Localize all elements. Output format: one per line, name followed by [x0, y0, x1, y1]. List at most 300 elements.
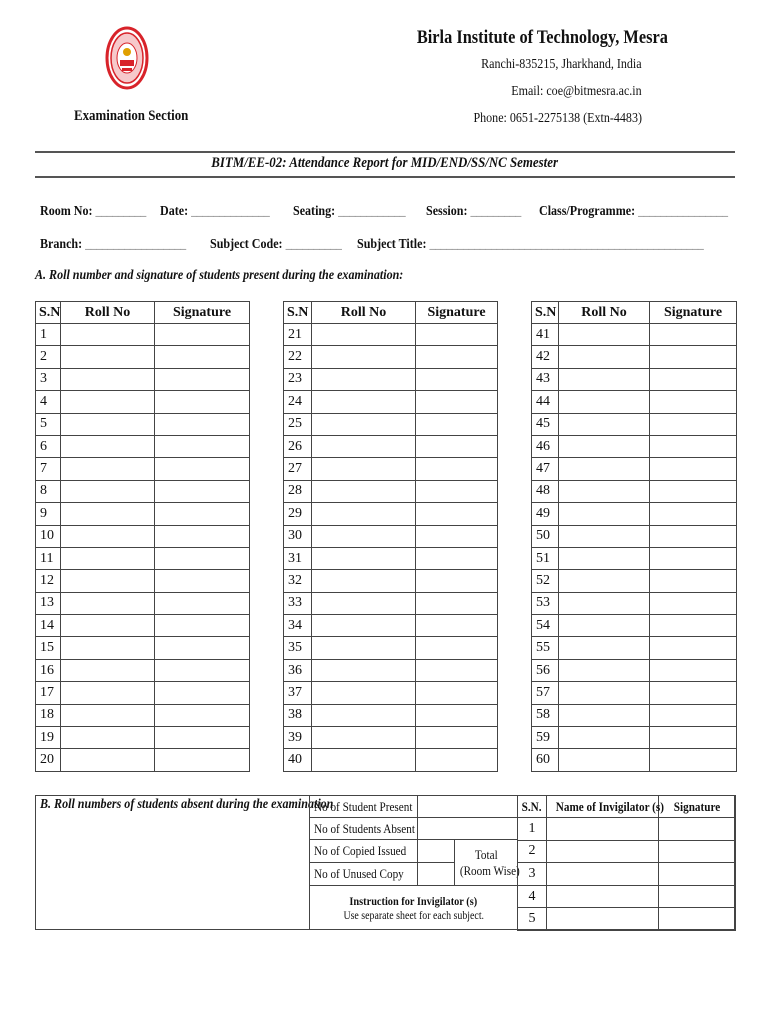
signature-cell[interactable] — [416, 458, 498, 480]
signature-cell[interactable] — [650, 324, 737, 346]
table-row — [36, 749, 250, 771]
roll-no-cell[interactable] — [61, 592, 155, 614]
signature-cell[interactable] — [155, 480, 250, 502]
roll-no-cell[interactable] — [312, 525, 416, 547]
roll-no-cell[interactable] — [61, 391, 155, 413]
table-row — [36, 704, 250, 726]
table-row — [532, 637, 737, 659]
table-row — [36, 458, 250, 480]
serial-number: 52 — [532, 570, 559, 592]
column-header-signature: Signature — [416, 302, 498, 324]
invigilator-row — [518, 840, 736, 863]
roll-no-cell[interactable] — [312, 727, 416, 749]
table-row — [36, 682, 250, 704]
roll-no-cell[interactable] — [559, 458, 650, 480]
roll-no-cell[interactable] — [312, 458, 416, 480]
roll-no-cell[interactable] — [312, 368, 416, 390]
signature-cell[interactable] — [416, 637, 498, 659]
invigilator-row — [518, 885, 736, 908]
roll-no-cell[interactable] — [312, 435, 416, 457]
roll-no-cell[interactable] — [312, 637, 416, 659]
serial-number: 13 — [36, 592, 61, 614]
invigilator-header-sn: S.N. — [518, 796, 547, 818]
roll-no-cell[interactable] — [61, 368, 155, 390]
table-row — [532, 682, 737, 704]
serial-number: 47 — [532, 458, 559, 480]
section-a-title: A. Roll number and signature of students present during the examination: — [35, 268, 404, 283]
signature-cell[interactable] — [416, 682, 498, 704]
signature-cell[interactable] — [155, 435, 250, 457]
signature-cell[interactable] — [155, 525, 250, 547]
serial-number: 45 — [532, 413, 559, 435]
table-row — [284, 749, 498, 771]
signature-cell[interactable] — [155, 368, 250, 390]
seating-field[interactable]: Seating: ____________ — [293, 204, 406, 219]
table-row — [532, 413, 737, 435]
serial-number: 28 — [284, 480, 312, 502]
roll-no-cell[interactable] — [61, 727, 155, 749]
document-title: BITM/EE-02: Attendance Report for MID/END/SS/NC Semester — [211, 155, 559, 171]
roll-no-cell[interactable] — [61, 480, 155, 502]
students-absent-label: No of Students Absent — [310, 818, 418, 840]
serial-number: 4 — [36, 391, 61, 413]
serial-number: 34 — [284, 615, 312, 637]
signature-cell[interactable] — [416, 615, 498, 637]
signature-cell[interactable] — [650, 659, 737, 681]
table-row — [36, 659, 250, 681]
copied-issued-label: No of Copied Issued — [310, 840, 418, 863]
column-header-roll-no: Roll No — [559, 302, 650, 324]
table-row — [284, 346, 498, 368]
table-row — [36, 413, 250, 435]
table-row — [36, 324, 250, 346]
signature-cell[interactable] — [155, 458, 250, 480]
roll-no-cell[interactable] — [61, 503, 155, 525]
serial-number: 5 — [36, 413, 61, 435]
roll-no-cell[interactable] — [559, 682, 650, 704]
table-row — [284, 592, 498, 614]
roll-no-cell[interactable] — [312, 480, 416, 502]
table-row — [532, 659, 737, 681]
table-row — [532, 480, 737, 502]
table-row — [284, 704, 498, 726]
serial-number: 18 — [36, 704, 61, 726]
copied-issued-value[interactable] — [418, 840, 455, 863]
signature-cell[interactable] — [650, 368, 737, 390]
table-row — [36, 637, 250, 659]
invigilator-signature-cell[interactable] — [659, 818, 736, 841]
invigilator-row — [518, 863, 736, 886]
roll-no-cell[interactable] — [559, 346, 650, 368]
signature-cell[interactable] — [416, 435, 498, 457]
signature-cell[interactable] — [416, 570, 498, 592]
invigilator-serial: 4 — [518, 885, 547, 908]
serial-number: 27 — [284, 458, 312, 480]
signature-cell[interactable] — [416, 659, 498, 681]
serial-number: 55 — [532, 637, 559, 659]
serial-number: 56 — [532, 659, 559, 681]
signature-cell[interactable] — [416, 704, 498, 726]
roll-no-cell[interactable] — [312, 682, 416, 704]
table-row — [36, 547, 250, 569]
signature-cell[interactable] — [155, 615, 250, 637]
signature-cell[interactable] — [650, 704, 737, 726]
total-room-wise-cell[interactable] — [455, 840, 518, 886]
signature-cell[interactable] — [155, 346, 250, 368]
roll-no-cell[interactable] — [61, 547, 155, 569]
serial-number: 9 — [36, 503, 61, 525]
serial-number: 44 — [532, 391, 559, 413]
signature-cell[interactable] — [650, 547, 737, 569]
roll-no-cell[interactable] — [312, 704, 416, 726]
invigilator-row — [518, 908, 736, 931]
serial-number: 6 — [36, 435, 61, 457]
invigilator-name-cell[interactable] — [547, 908, 659, 931]
table-row — [532, 525, 737, 547]
signature-cell[interactable] — [155, 637, 250, 659]
invigilator-serial: 3 — [518, 863, 547, 886]
signature-cell[interactable] — [416, 480, 498, 502]
roll-no-cell[interactable] — [559, 637, 650, 659]
table-row — [532, 727, 737, 749]
institute-address: Ranchi-835215, Jharkhand, India — [481, 57, 642, 72]
session-field[interactable]: Session: _________ — [426, 204, 521, 219]
serial-number: 53 — [532, 592, 559, 614]
signature-cell[interactable] — [155, 749, 250, 771]
roll-no-cell[interactable] — [559, 480, 650, 502]
roll-no-cell[interactable] — [61, 413, 155, 435]
signature-cell[interactable] — [650, 391, 737, 413]
institute-phone: Phone: 0651-2275138 (Extn-4483) — [473, 111, 642, 126]
signature-cell[interactable] — [650, 682, 737, 704]
table-row — [284, 682, 498, 704]
signature-cell[interactable] — [650, 570, 737, 592]
attendance-table-3 — [531, 301, 737, 772]
serial-number: 25 — [284, 413, 312, 435]
signature-cell[interactable] — [155, 413, 250, 435]
signature-cell[interactable] — [416, 391, 498, 413]
serial-number: 21 — [284, 324, 312, 346]
serial-number: 29 — [284, 503, 312, 525]
institute-seal-logo — [105, 26, 149, 90]
roll-no-cell[interactable] — [312, 413, 416, 435]
roll-no-cell[interactable] — [559, 391, 650, 413]
invigilator-serial: 1 — [518, 818, 547, 841]
title-bottom-rule — [35, 176, 735, 178]
signature-cell[interactable] — [650, 749, 737, 771]
roll-no-cell[interactable] — [61, 346, 155, 368]
table-row — [284, 547, 498, 569]
signature-cell[interactable] — [155, 570, 250, 592]
invigilator-serial: 5 — [518, 908, 547, 931]
table-row — [284, 435, 498, 457]
signature-cell[interactable] — [155, 503, 250, 525]
signature-cell[interactable] — [416, 413, 498, 435]
signature-cell[interactable] — [155, 659, 250, 681]
signature-cell[interactable] — [650, 435, 737, 457]
serial-number: 12 — [36, 570, 61, 592]
roll-no-cell[interactable] — [61, 659, 155, 681]
table-row — [284, 458, 498, 480]
serial-number: 51 — [532, 547, 559, 569]
roll-no-cell[interactable] — [559, 659, 650, 681]
column-header-roll-no: Roll No — [312, 302, 416, 324]
signature-cell[interactable] — [650, 637, 737, 659]
serial-number: 24 — [284, 391, 312, 413]
invigilator-signature-cell[interactable] — [659, 908, 736, 931]
signature-cell[interactable] — [416, 503, 498, 525]
table-row — [284, 503, 498, 525]
signature-cell[interactable] — [416, 346, 498, 368]
serial-number: 37 — [284, 682, 312, 704]
signature-cell[interactable] — [416, 324, 498, 346]
invigilator-signature-cell[interactable] — [659, 863, 736, 886]
table-row — [284, 413, 498, 435]
invigilator-row — [518, 818, 736, 841]
serial-number: 11 — [36, 547, 61, 569]
total-label: Total — [474, 846, 498, 862]
serial-number: 57 — [532, 682, 559, 704]
signature-cell[interactable] — [650, 525, 737, 547]
table-row — [532, 435, 737, 457]
title-top-rule — [35, 151, 735, 153]
table-row — [532, 749, 737, 771]
roll-no-cell[interactable] — [559, 547, 650, 569]
invigilator-name-cell[interactable] — [547, 863, 659, 886]
roll-no-cell[interactable] — [61, 637, 155, 659]
institute-email: Email: coe@bitmesra.ac.in — [511, 84, 642, 99]
unused-copy-value[interactable] — [418, 863, 455, 886]
roll-no-cell[interactable] — [61, 525, 155, 547]
roll-no-cell[interactable] — [61, 458, 155, 480]
student-present-label: No of Student Present — [310, 796, 418, 818]
signature-cell[interactable] — [416, 547, 498, 569]
serial-number: 60 — [532, 749, 559, 771]
table-row — [284, 368, 498, 390]
signature-cell[interactable] — [650, 458, 737, 480]
table-row — [284, 615, 498, 637]
serial-number: 17 — [36, 682, 61, 704]
roll-no-cell[interactable] — [61, 615, 155, 637]
attendance-table-2 — [283, 301, 498, 772]
serial-number: 10 — [36, 525, 61, 547]
signature-cell[interactable] — [155, 704, 250, 726]
roll-no-cell[interactable] — [312, 547, 416, 569]
serial-number: 54 — [532, 615, 559, 637]
serial-number: 50 — [532, 525, 559, 547]
table-row — [284, 637, 498, 659]
roll-no-cell[interactable] — [61, 435, 155, 457]
roll-no-cell[interactable] — [559, 570, 650, 592]
serial-number: 39 — [284, 727, 312, 749]
signature-cell[interactable] — [155, 727, 250, 749]
roll-no-cell[interactable] — [61, 682, 155, 704]
serial-number: 32 — [284, 570, 312, 592]
signature-cell[interactable] — [650, 592, 737, 614]
serial-number: 38 — [284, 704, 312, 726]
signature-cell[interactable] — [155, 547, 250, 569]
serial-number: 8 — [36, 480, 61, 502]
serial-number: 2 — [36, 346, 61, 368]
roll-no-cell[interactable] — [312, 749, 416, 771]
invigilator-header-signature: Signature — [659, 796, 736, 818]
table-row — [532, 368, 737, 390]
section-b-title: B. Roll numbers of students absent during the examination — [40, 797, 334, 812]
roll-no-cell[interactable] — [559, 592, 650, 614]
column-header-sn: S.N — [36, 302, 61, 324]
total-sub-label: (Room Wise) — [459, 862, 520, 878]
table-row — [284, 391, 498, 413]
serial-number: 43 — [532, 368, 559, 390]
attendance-table-1 — [35, 301, 250, 772]
invigilator-name-cell[interactable] — [547, 818, 659, 841]
table-row — [36, 435, 250, 457]
column-header-signature: Signature — [155, 302, 250, 324]
table-row — [532, 592, 737, 614]
table-row — [36, 480, 250, 502]
table-row — [284, 727, 498, 749]
column-header-signature: Signature — [650, 302, 737, 324]
signature-cell[interactable] — [650, 480, 737, 502]
serial-number: 49 — [532, 503, 559, 525]
serial-number: 7 — [36, 458, 61, 480]
signature-cell[interactable] — [416, 749, 498, 771]
roll-no-cell[interactable] — [312, 570, 416, 592]
students-absent-value[interactable] — [418, 818, 518, 840]
roll-no-cell[interactable] — [312, 615, 416, 637]
serial-number: 3 — [36, 368, 61, 390]
serial-number: 14 — [36, 615, 61, 637]
invigilator-name-cell[interactable] — [547, 840, 659, 863]
serial-number: 31 — [284, 547, 312, 569]
roll-no-cell[interactable] — [559, 615, 650, 637]
signature-cell[interactable] — [416, 727, 498, 749]
class-programme-field[interactable]: Class/Programme: ________________ — [539, 204, 728, 219]
table-row — [36, 570, 250, 592]
signature-cell[interactable] — [155, 682, 250, 704]
roll-no-cell[interactable] — [61, 324, 155, 346]
serial-number: 30 — [284, 525, 312, 547]
invigilator-table — [517, 795, 736, 931]
signature-cell[interactable] — [650, 346, 737, 368]
table-row — [36, 503, 250, 525]
roll-no-cell[interactable] — [61, 704, 155, 726]
table-row — [36, 525, 250, 547]
serial-number: 46 — [532, 435, 559, 457]
serial-number: 35 — [284, 637, 312, 659]
signature-cell[interactable] — [650, 503, 737, 525]
serial-number: 42 — [532, 346, 559, 368]
roll-no-cell[interactable] — [559, 525, 650, 547]
subject-code-field[interactable]: Subject Code: __________ — [210, 237, 342, 252]
table-row — [36, 346, 250, 368]
invigilator-serial: 2 — [518, 840, 547, 863]
serial-number: 41 — [532, 324, 559, 346]
roll-no-cell[interactable] — [61, 749, 155, 771]
serial-number: 26 — [284, 435, 312, 457]
roll-no-cell[interactable] — [559, 727, 650, 749]
serial-number: 15 — [36, 637, 61, 659]
signature-cell[interactable] — [416, 592, 498, 614]
roll-no-cell[interactable] — [559, 413, 650, 435]
signature-cell[interactable] — [155, 324, 250, 346]
signature-cell[interactable] — [416, 368, 498, 390]
invigilator-name-cell[interactable] — [547, 885, 659, 908]
invigilator-signature-cell[interactable] — [659, 885, 736, 908]
roll-no-cell[interactable] — [312, 659, 416, 681]
table-row — [284, 480, 498, 502]
serial-number: 33 — [284, 592, 312, 614]
table-row — [36, 727, 250, 749]
table-row — [36, 615, 250, 637]
table-row — [532, 547, 737, 569]
roll-no-cell[interactable] — [312, 324, 416, 346]
signature-cell[interactable] — [155, 391, 250, 413]
column-header-roll-no: Roll No — [61, 302, 155, 324]
counts-table — [309, 795, 518, 886]
table-row — [532, 346, 737, 368]
roll-no-cell[interactable] — [312, 592, 416, 614]
roll-no-cell[interactable] — [559, 368, 650, 390]
serial-number: 19 — [36, 727, 61, 749]
student-present-value[interactable] — [418, 796, 518, 818]
serial-number: 16 — [36, 659, 61, 681]
room-no-field[interactable]: Room No: _________ — [40, 204, 146, 219]
table-row — [532, 704, 737, 726]
branch-field[interactable]: Branch: __________________ — [40, 237, 186, 252]
department-name: Examination Section — [74, 108, 189, 124]
table-row — [36, 592, 250, 614]
date-field[interactable]: Date: ______________ — [160, 204, 270, 219]
roll-no-cell[interactable] — [559, 704, 650, 726]
roll-no-cell[interactable] — [559, 435, 650, 457]
table-row — [532, 570, 737, 592]
signature-cell[interactable] — [155, 592, 250, 614]
subject-title-field[interactable]: Subject Title: _________________________________________________ — [357, 237, 704, 252]
signature-cell[interactable] — [416, 525, 498, 547]
roll-no-cell[interactable] — [559, 324, 650, 346]
table-row — [532, 458, 737, 480]
unused-copy-label: No of Unused Copy — [310, 863, 418, 886]
signature-cell[interactable] — [650, 615, 737, 637]
invigilator-signature-cell[interactable] — [659, 840, 736, 863]
column-header-sn: S.N — [532, 302, 559, 324]
serial-number: 23 — [284, 368, 312, 390]
table-row — [284, 570, 498, 592]
table-row — [532, 324, 737, 346]
column-header-sn: S.N — [284, 302, 312, 324]
table-row — [36, 391, 250, 413]
serial-number: 1 — [36, 324, 61, 346]
serial-number: 20 — [36, 749, 61, 771]
roll-no-cell[interactable] — [61, 570, 155, 592]
table-row — [532, 615, 737, 637]
table-row — [284, 324, 498, 346]
roll-no-cell[interactable] — [559, 749, 650, 771]
signature-cell[interactable] — [650, 727, 737, 749]
table-row — [284, 525, 498, 547]
instruction-text: Use separate sheet for each subject. — [343, 910, 484, 922]
roll-no-cell[interactable] — [312, 391, 416, 413]
roll-no-cell[interactable] — [559, 503, 650, 525]
roll-no-cell[interactable] — [312, 503, 416, 525]
serial-number: 59 — [532, 727, 559, 749]
invigilator-header-name: Name of Invigilator (s) — [547, 796, 659, 818]
serial-number: 48 — [532, 480, 559, 502]
signature-cell[interactable] — [650, 413, 737, 435]
roll-no-cell[interactable] — [312, 346, 416, 368]
instruction-title: Instruction for Invigilator (s) — [349, 894, 478, 908]
